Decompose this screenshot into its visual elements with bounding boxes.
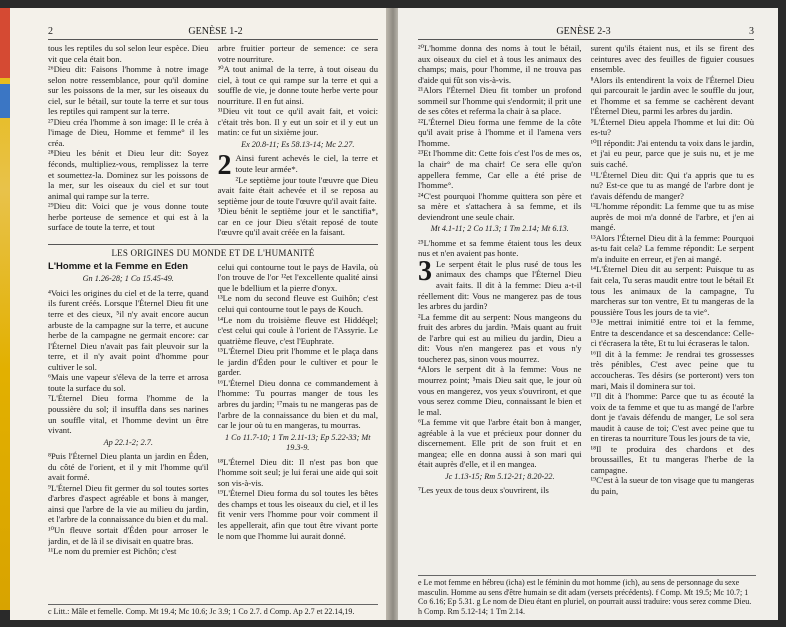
verse-text: ⁷L'Éternel Dieu forma l'homme de la poussière du sol; il insuffla dans ses narines un souffle vital, et l'homme devint un être vivant. [48,393,209,436]
verse-text: ¹²L'homme répondit: La femme que tu as mise auprès de moi m'a donné de l'arbre, et j'en ai mangé. [590,201,754,233]
cross-reference: 1 Co 11.7-10; 1 Tm 2.11-13; Ep 5.22-33; Mt 19.3-9. [225,432,371,453]
verse-text: ²²L'Éternel Dieu forma une femme de la côte qu'il avait prise à l'homme et il l'amena vers l'homme. [418,116,582,148]
chapter-number: 3 [418,255,432,287]
verse-text: ⁶La femme vit que l'arbre était bon à manger, agréable à la vue et précieux pour donner du discernement. Elle prit de son fruit et en mangea; elle en donna aussi à son mari qui était auprès d'elle, et il en mangea. [418,417,582,470]
footnote: e Le mot femme en hébreu (icha) est le féminin du mot homme (ich), au sens de personnage du sexe masculin. Homme au sens d'être humain se dit adam (versets précédents). f Comp. Mt 19.5; Mc 10.7; 1 Co 6.16; Ep 5.31. g Le nom de Dieu étant en pluriel, on pourrait aussi traduire: vous serez comme Dieu. h Comp. Rm 5.12-14; 1 Tm 2.14. [418,575,756,616]
verse-text: ²⁶Dieu dit: Faisons l'homme à notre image selon notre ressemblance, pour qu'il domine sur les poissons de la mer, sur les oiseaux du ciel, sur le bétail, sur toute la terre et sur tous les reptiles qui rampent sur la terre. [48,64,209,117]
verse-text: arbre fruitier porteur de semence: ce sera votre nourriture. [217,43,378,64]
right-column-2 [591,43,755,497]
verse-text: ¹⁹L'Éternel Dieu forma du sol toutes les bêtes des champs et tous les oiseaux du ciel, et il les fit venir vers l'homme pour voir comment il les appellerait, afin que tout être vivant porte le nom que l'homme lui aurait donné. [217,488,378,541]
section-title: LES ORIGINES DU MONDE ET DE L'HUMANITÉ [48,244,378,258]
verse-text: ²⁷Dieu créa l'homme à son image: Il le créa à l'image de Dieu, Homme et femme° il les créa. [48,116,209,148]
verse-text: ¹⁵Je mettrai inimitié entre toi et la femme, Entre ta descendance et sa descendance: Celle-ci t'écrasera la tête, Et tu lui écraseras le talon. [590,317,754,349]
verse-text: Le serpent était le plus rusé de tous les animaux des champs que l'Éternel Dieu avait faits. Il dit à la femme: Dieu a-t-il réellement dit: Vous ne mangerez pas de tous les arbres du jardin? [418,258,582,312]
verse-text: ¹⁴Le nom du troisième fleuve est Hiddéqel; c'est celui qui coule à l'orient de l'Assyrie. Le quatrième fleuve, c'est l'Euphrate. [217,314,378,346]
running-header: GENÈSE 1-2 [188,26,243,37]
verse-text: ¹⁴L'Éternel Dieu dit au serpent: Puisque tu as fait cela, Tu seras maudit entre tout le bétail Et tous les animaux de la campagne, Tu marcheras sur ton ventre, Et tu mangeras de la poussière Tous les jours de ta vie°. [590,264,754,317]
verse-text: ³⁰A tout animal de la terre, à tout oiseau du ciel, à tout ce qui rampe sur la terre et qui a souffle de vie, je donne toute herbe verte pour nourriture. Il en fut ainsi. [217,64,378,106]
verse-text: ¹⁸L'Éternel Dieu dit: Il n'est pas bon que l'homme soit seul; je lui ferai une aide qui soit son vis-à-vis. [217,456,378,488]
verse-text: ²⁵L'homme et sa femme étaient tous les deux nus et n'en avaient pas honte. [418,237,582,259]
verse-text: ²⁸Dieu les bénit et Dieu leur dit: Soyez féconds, multipliez-vous, remplissez la terre et soumettez-la. Dominez sur les poissons de la mer, sur les oiseaux du ciel et sur tout animal qui rampe sur la terre. [48,148,209,201]
verse-text: celui qui contourne tout le pays de Havila, où l'on trouve de l'or ¹²et l'excellente qualité ainsi que le bdellium et la pierre d'onyx. [217,261,378,293]
verse-text: ¹⁷Il dit à l'homme: Parce que tu as écouté la voix de ta femme et que tu as mangé de l'arbre dont je t'avais défendu de manger, Le sol sera maudit à cause de toi; C'est avec peine que tu en tireras ta nourriture Tous les jours de ta vie, [590,391,754,444]
chapter-number: 2 [217,150,232,182]
verse-text: ¹⁸Il te produira des chardons et des broussailles, Et tu mangeras l'herbe de la campagne. [590,443,754,475]
verse-text: ¹⁰Il répondit: J'ai entendu ta voix dans le jardin, et j'ai eu peur, parce que je suis nu, et je me suis caché. [590,137,754,170]
right-page-header [418,26,754,40]
verse-text: Ainsi furent achevés le ciel, la terre et toute leur armée*. [235,153,378,175]
verse-text: ⁹L'Éternel Dieu fit germer du sol toutes sortes d'arbres d'aspect agréable et bons à manger, ainsi que l'arbre de la vie au milieu du jardin, et l'arbre de la connaissance du bien et du mal. [48,482,209,525]
left-page [10,8,388,620]
verse-text: ¹⁵L'Éternel Dieu prit l'homme et le plaça dans le jardin d'Éden pour le cultiver et pour le garder. [217,346,378,378]
verse-text: ²Le septième jour toute l'œuvre que Dieu avait faite était achevée et il se reposa au septième jour de toute l'œuvre qu'il avait faite. [217,174,378,206]
verse-text: ¹³Le nom du second fleuve est Guihôn; c'est celui qui contourne tout le pays de Kouch. [217,293,378,315]
page-number: 3 [748,26,754,37]
verse-text: ¹⁶Il dit à la femme: Je rendrai tes grossesses très pénibles, C'est avec peine que tu accoucheras. Tes désirs (se porteront) vers ton mari, Mais il dominera sur toi. [590,348,754,391]
footnote: c Litt.: Mâle et femelle. Comp. Mt 19.4; Mc 10.6; Jc 3.9; 1 Co 2.7. d Comp. Ap 2.7 et 22.14,19. [48,604,378,617]
verse-text: ¹⁹C'est à la sueur de ton visage que tu mangeras du pain, [590,475,754,496]
verse-text: ³¹Dieu vit tout ce qu'il avait fait, et voici: c'était très bon. Il y eut un soir et il y eut un matin: ce fut un sixième jour. [217,106,378,138]
verse-text: tous les reptiles du sol selon leur espèce. Dieu vit que cela était bon. [48,43,209,64]
verse-text: ⁴Alors le serpent dit à la femme: Vous ne mourrez point; ⁵mais Dieu sait que, le jour où vous en mangerez, vos yeux s'ouvriront, et que vous serez comme Dieu, connaissant le bien et le mal. [418,364,582,417]
verse-text: ¹¹Le nom du premier est Pichôn; c'est [48,546,177,557]
verse-text: ²⁰L'homme donna des noms à tout le bétail, aux oiseaux du ciel et à tous les animaux des champs; mais, pour l'homme, il ne trouva pas d'aide qui fût son vis-à-vis. [418,43,582,85]
verse-text: ³Dieu bénit le septième jour et le sanctifia*, car en ce jour Dieu s'était reposé de toute l'œuvre qu'il avait créée en la faisant. [217,206,378,238]
left-column-2 [218,43,379,238]
left-column-2-lower [218,262,379,557]
verse-text: ¹³Alors l'Éternel Dieu dit à la femme: Pourquoi as-tu fait cela? La femme répondit: Le serpent m'a induite en erreur, et j'en ai mangé. [590,232,754,264]
verse-text: ²¹Alors l'Éternel Dieu fit tomber un profond sommeil sur l'homme qui s'endormit; il prit une de ses côtes et referma la chair à sa place. [418,85,582,117]
verse-text: ²⁴C'est pourquoi l'homme quittera son père et sa mère et s'attachera à sa femme, et ils deviendront une seule chair. [418,190,582,222]
right-column-1 [418,43,582,497]
verse-text: ²³Et l'homme dit: Cette fois c'est l'os de mes os, la chair° de ma chair! Ce sera elle qu'on appellera femme, Car elle a été prise de l'homme°. [418,148,582,191]
left-column-1 [48,43,209,238]
verse-text: ²La femme dit au serpent: Nous mangeons du fruit des arbres du jardin. ³Mais quant au fruit de l'arbre qui est au milieu du jardin, Dieu a dit: Vous n'en mangerez pas et vous n'y toucherez pas, sinon vous mourrez. [418,311,582,364]
verse-text: ⁹L'Éternel Dieu appela l'homme et lui dit: Où es-tu? [590,116,754,138]
right-page [398,8,778,620]
left-page-header [48,26,378,40]
verse-text: ⁷Les yeux de tous deux s'ouvrirent, ils [418,485,549,496]
running-header: GENÈSE 2-3 [556,26,611,37]
verse-text: ¹⁰Un fleuve sortait d'Éden pour arroser le jardin, et de là il se divisait en quatre bras. [48,524,209,546]
verse-text: ⁸Puis l'Éternel Dieu planta un jardin en Éden, du côté de l'orient, et il y mit l'homme qu'il avait formé. [48,451,209,483]
verse-text: ¹⁶L'Éternel Dieu donna ce commandement à l'homme: Tu pourras manger de tous les arbres du jardin; ¹⁷mais tu ne mangeras pas de l'arbre de la connaissance du bien et du mal, car le jour où tu en mangeras, tu mourras. [217,377,378,431]
cross-reference: Mt 4.1-11; 2 Co 11.3; 1 Tm 2.14; Mt 6.13. [430,224,569,234]
cross-reference: Jc 1.13-15; Rm 5.12-21; 8.20-22. [444,471,555,481]
verse-text: ⁴Voici les origines du ciel et de la terre, quand ils furent créés. Lorsque l'Éternel Dieu fit une terre et des cieux, ⁵il n'y avait encore aucun arbuste de la campagne sur la terre, et aucune herbe de la campagne ne germait encore: car l'Éternel Dieu n'avait pas fait pleuvoir sur la terre, et il n'y avait point d'homme pour cultiver le sol. [48,287,209,372]
left-column-1-lower [48,262,209,557]
cross-reference: Gn 1.26-28; 1 Co 15.45-49. [82,274,174,284]
verse-text: ¹¹L'Éternel Dieu dit: Qui t'a appris que tu es nu? Est-ce que tu as mangé de l'arbre dont je t'avais défendu de manger? [590,169,754,201]
cross-reference: Ex 20.8-11; Es 58.13-14; Mc 2.27. [241,139,355,149]
verse-text: surent qu'ils étaient nus, et ils se firent des ceintures avec des feuilles de figuier cousues ensemble. [590,43,754,75]
verse-text: ²⁹Dieu dit: Voici que je vous donne toute herbe porteuse de semence et qui est à la surface de toute la terre, et tout [48,201,209,233]
verse-text: ⁸Alors ils entendirent la voix de l'Éternel Dieu qui parcourait le jardin avec le souffle du jour, et l'homme et sa femme se cachèrent devant l'Éternel Dieu, parmi les arbres du jardin. [590,74,754,117]
page-number: 2 [48,26,53,37]
subheading: L'Homme et la Femme en Éden [48,261,189,272]
cross-reference: Ap 22.1-2; 2.7. [103,437,153,447]
verse-text: ⁶Mais une vapeur s'éleva de la terre et arrosa toute la surface du sol. [48,372,209,393]
